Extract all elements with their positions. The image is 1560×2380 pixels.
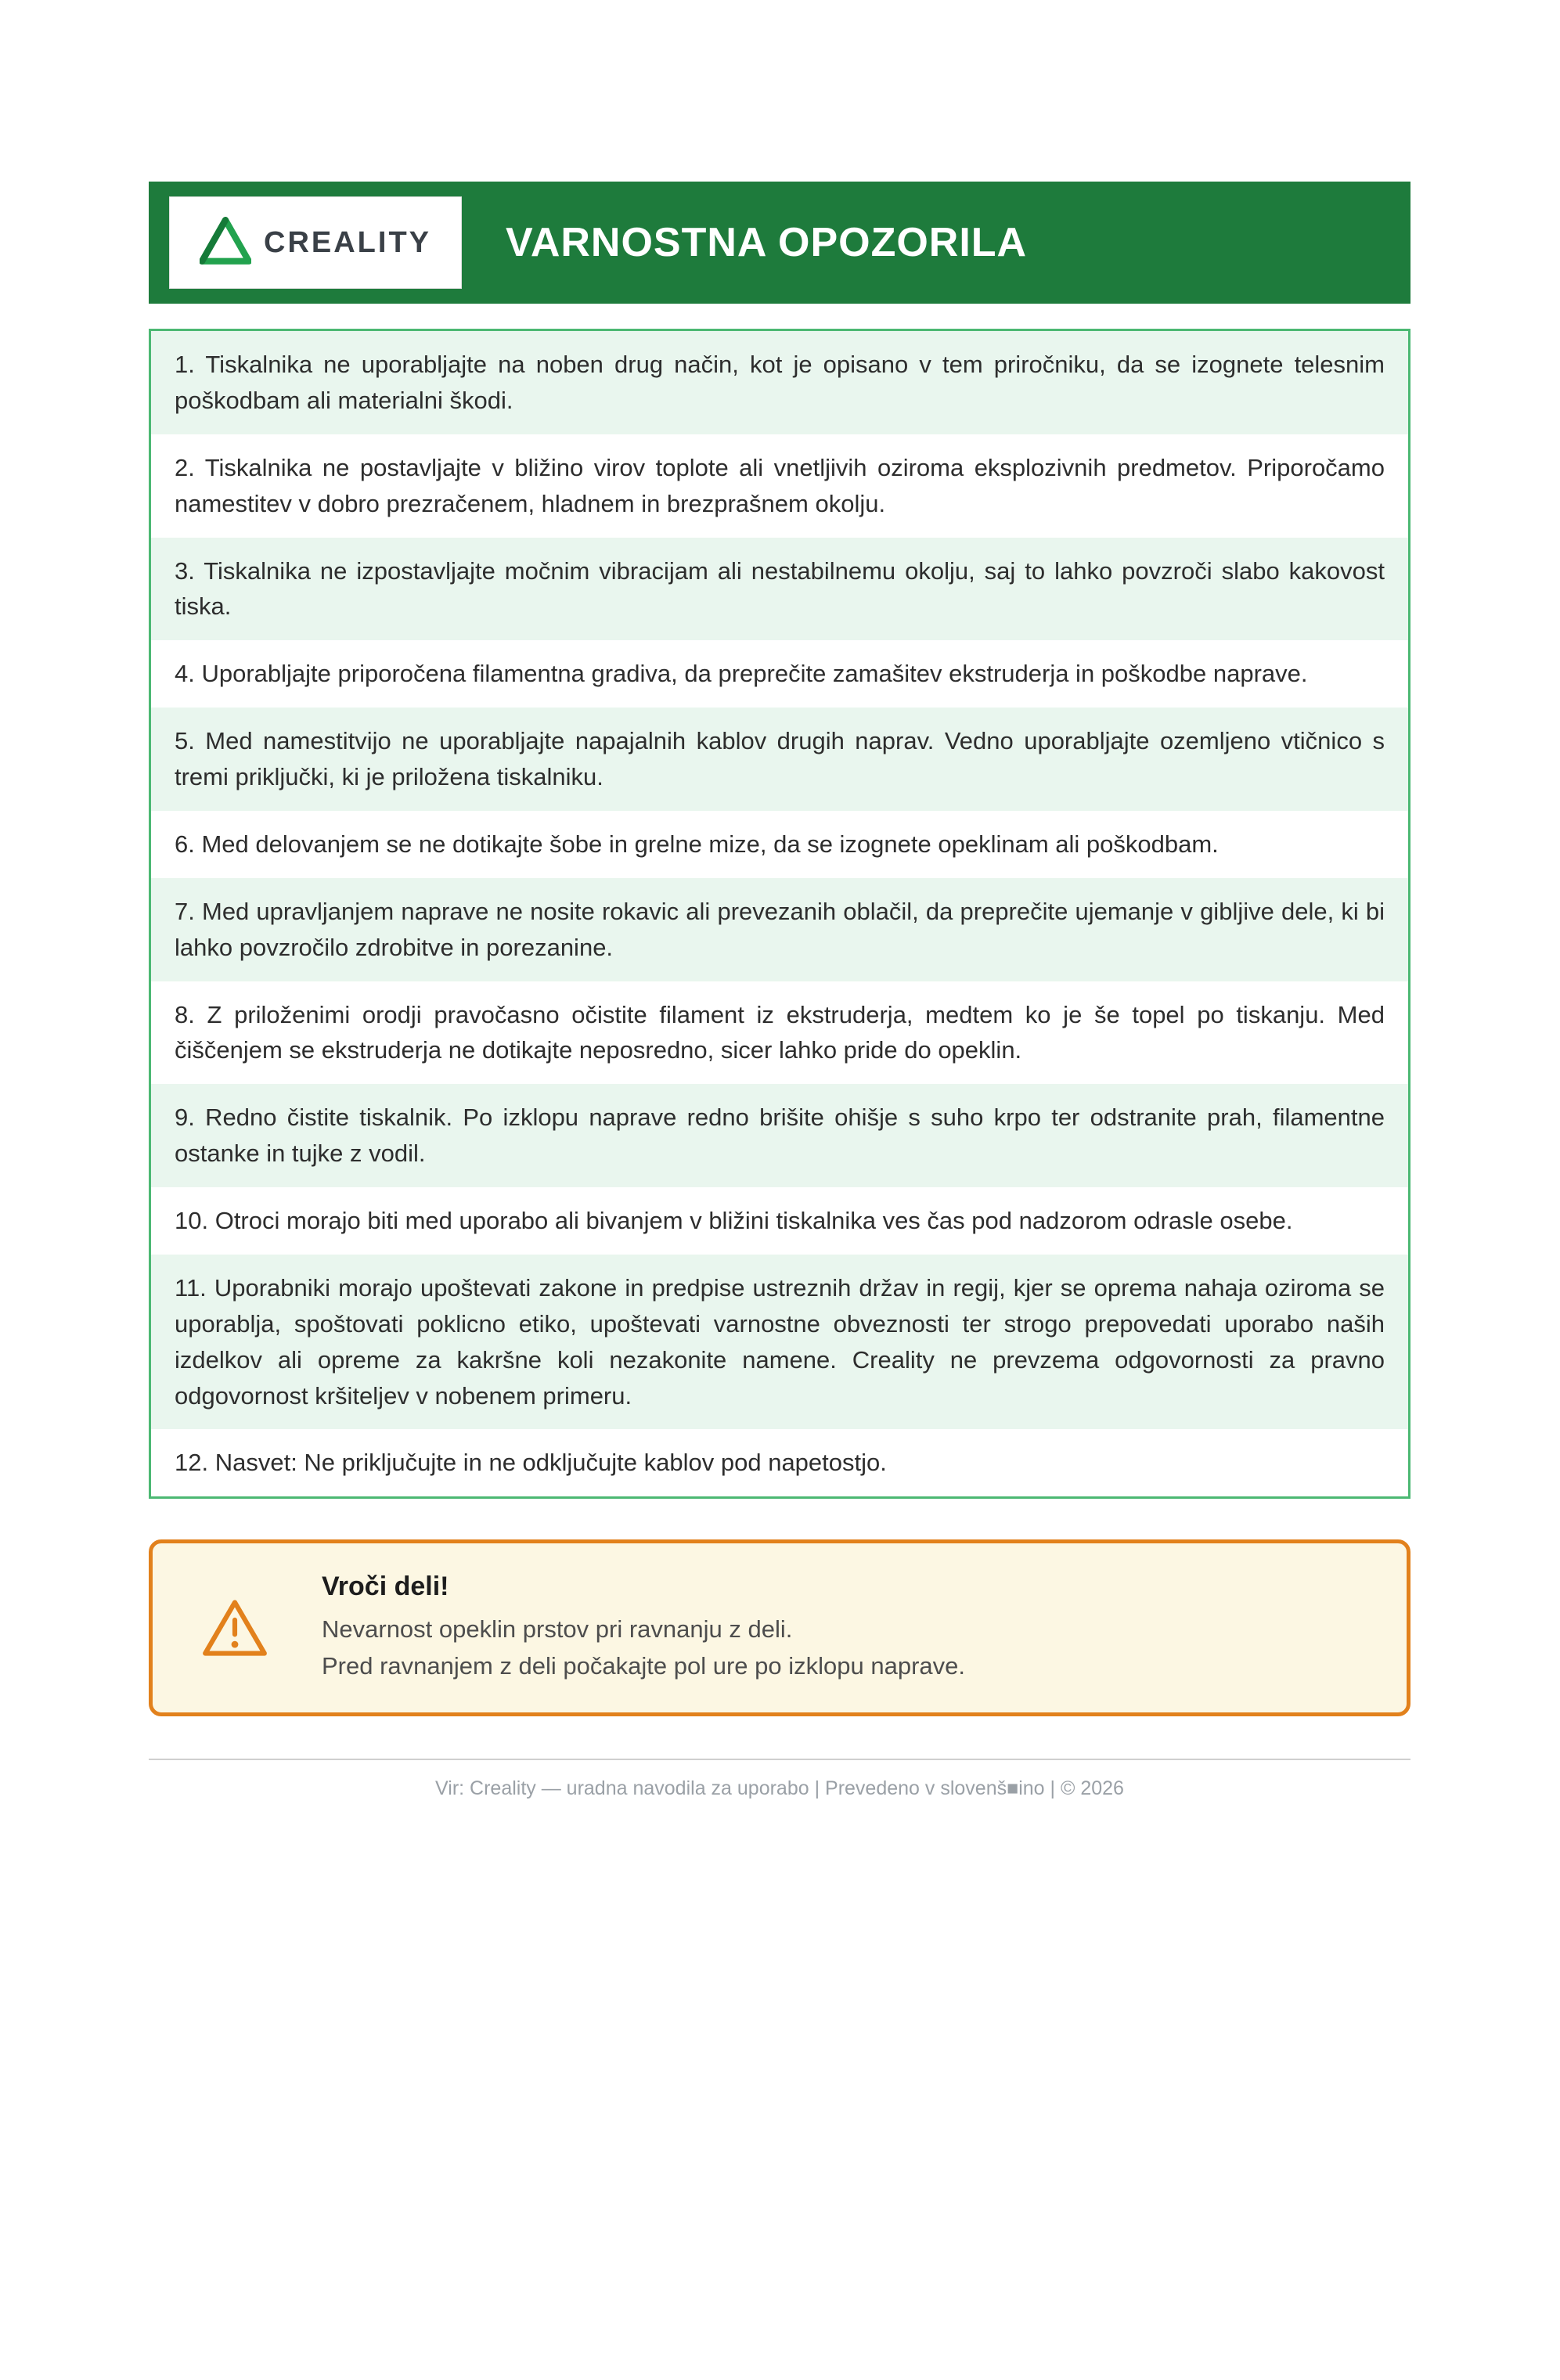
creality-logo <box>169 196 462 289</box>
warning-line-1: Nevarnost opeklin prstov pri ravnanju z deli. <box>322 1615 793 1644</box>
content-column <box>149 182 1410 1800</box>
warning-triangle-icon <box>200 1597 270 1659</box>
safety-item-5: 5. Med namestitvijo ne uporabljajte napajalnih kablov drugih naprav. Vedno uporabljajte ozemljeno vtičnico s tremi priključki, ki je priložena tiskalniku. <box>151 708 1408 811</box>
hot-parts-warning-box <box>149 1539 1410 1716</box>
warning-text-block <box>322 1572 965 1684</box>
safety-item-6: 6. Med delovanjem se ne dotikajte šobe in grelne mize, da se izognete opeklinam ali poškodbam. <box>151 811 1408 878</box>
creality-logo-text: CREALITY <box>264 225 431 259</box>
footer-divider <box>149 1759 1410 1760</box>
safety-item-7: 7. Med upravljanjem naprave ne nosite rokavic ali prevezanih oblačil, da preprečite ujemanje v gibljive dele, ki bi lahko povzročilo zdrobitve in porezanine. <box>151 878 1408 981</box>
safety-item-11: 11. Uporabniki morajo upoštevati zakone in predpise ustreznih držav in regij, kjer se oprema nahaja oziroma se uporablja, spoštovati poklicno etiko, upoštevati varnostne obveznosti ter strogo prepovedati uporabo naših izdelkov ali opreme za kakršne koli nezakonite namene. Creality ne prevzema odgovornosti za pravno odgovornost kršiteljev v nobenem primeru. <box>151 1255 1408 1430</box>
warning-title: Vroči deli! <box>322 1572 449 1602</box>
safety-item-10: 10. Otroci morajo biti med uporabo ali bivanjem v bližini tiskalnika ves čas pod nadzorom odrasle osebe. <box>151 1187 1408 1255</box>
safety-item-2: 2. Tiskalnika ne postavljajte v bližino virov toplote ali vnetljivih oziroma eksplozivnih predmetov. Priporočamo namestitev v dobro prezračenem, hladnem in brezprašnem okolju. <box>151 434 1408 538</box>
safety-item-4: 4. Uporabljajte priporočena filamentna gradiva, da preprečite zamašitev ekstruderja in poškodbe naprave. <box>151 640 1408 708</box>
safety-item-12: 12. Nasvet: Ne priključujte in ne odključujte kablov pod napetostjo. <box>151 1429 1408 1496</box>
warning-line-2: Pred ravnanjem z deli počakajte pol ure po izklopu naprave. <box>322 1651 965 1680</box>
safety-warning-list <box>149 329 1410 1499</box>
creality-logo-icon <box>200 217 251 269</box>
header-banner <box>149 182 1410 304</box>
safety-item-9: 9. Redno čistite tiskalnik. Po izklopu naprave redno brišite ohišje s suho krpo ter odstranite prah, filamentne ostanke in tujke z vodil. <box>151 1084 1408 1187</box>
safety-item-1: 1. Tiskalnika ne uporabljajte na noben drug način, kot je opisano v tem priročniku, da se izognete telesnim poškodbam ali materialni škodi. <box>151 331 1408 434</box>
page-title: VARNOSTNA OPOZORILA <box>506 220 1028 265</box>
safety-item-8: 8. Z priloženimi orodji pravočasno očistite filament iz ekstruderja, medtem ko je še topel po tiskanju. Med čiščenjem se ekstruderja ne dotikajte neposredno, sicer lahko pride do opeklin. <box>151 981 1408 1085</box>
safety-item-3: 3. Tiskalnika ne izpostavljajte močnim vibracijam ali nestabilnemu okolju, saj to lahko povzroči slabo kakovost tiska. <box>151 538 1408 641</box>
footer-source-text: Vir: Creality — uradna navodila za uporabo | Prevedeno v slovenš■ino | © 2026 <box>435 1777 1124 1800</box>
